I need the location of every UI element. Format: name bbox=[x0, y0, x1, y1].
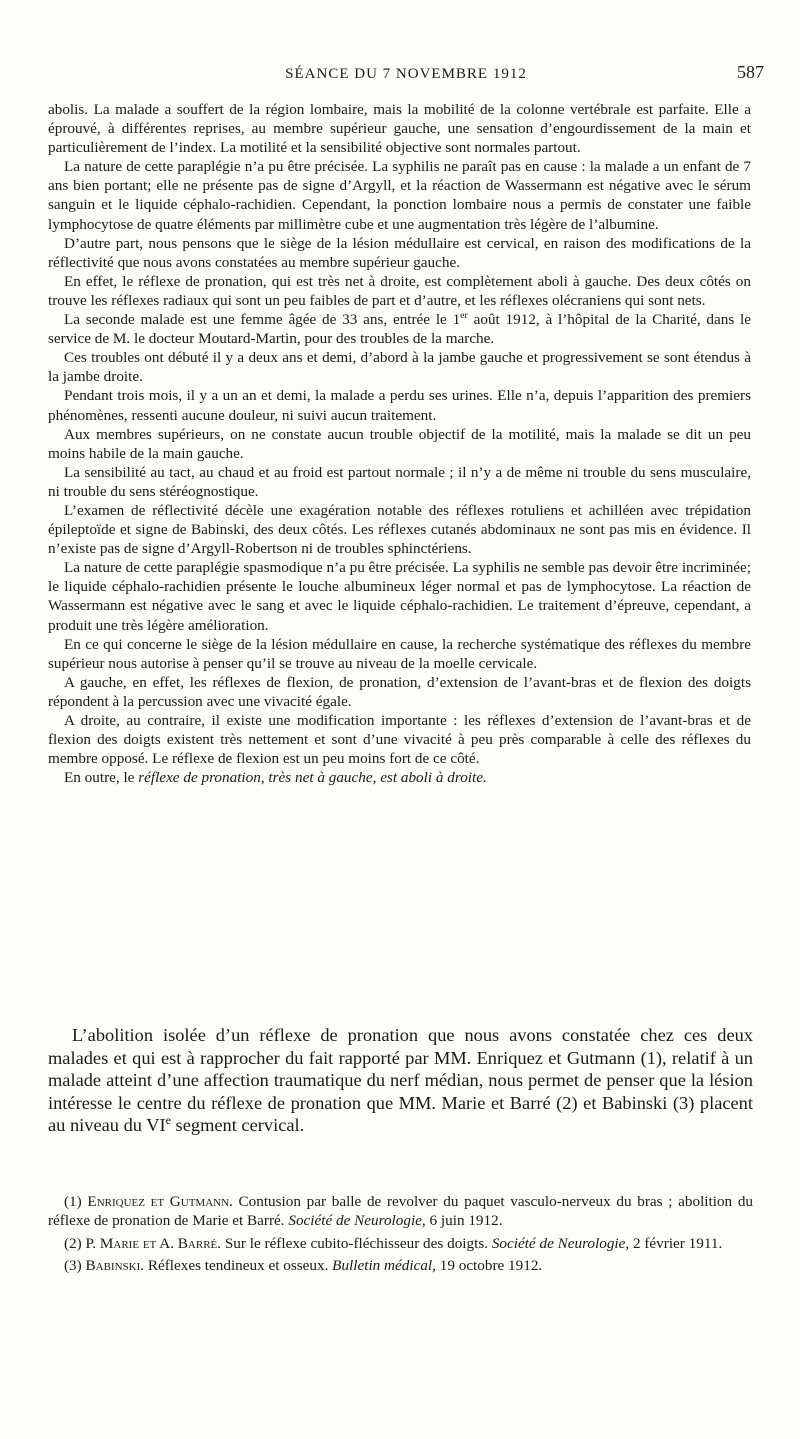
footnote-text: Réflexes tendineux et osseux. bbox=[144, 1257, 333, 1275]
paragraph-4: En effet, le réflexe de pronation, qui est très net à droite, est complètement aboli à gauche. Des deux côtés on trouve les réflexes radiaux qui sont un peu faibles de part et d’autre, et les réflexes olécraniens qui sont nets. bbox=[48, 272, 751, 309]
footnote-3 bbox=[48, 1256, 753, 1275]
paragraph-5 bbox=[48, 310, 751, 348]
paragraph-14: A droite, au contraire, il existe une modification importante : les réflexes d’extension de l’avant-bras et de flexion des doigts existent très nettement et sont d’une vivacité à peu près comparable à celle des réflexes du membre opposé. Le réflexe de flexion est un peu moins fort de ce côté. bbox=[48, 712, 751, 768]
footnote-authors: P. Marie et A. Barré. bbox=[85, 1234, 222, 1252]
running-title: SÉANCE DU 7 NOVEMBRE 1912 bbox=[285, 66, 527, 82]
paragraph-9: La sensibilité au tact, au chaud et au froid est partout normale ; il n’y a de même ni trouble du sens musculaire, ni trouble du sens stéréognostique. bbox=[48, 463, 751, 500]
paragraph-3: D’autre part, nous pensons que le siège de la lésion médullaire est cervical, en raison des modifications de la réflectivité que nous avons constatées au membre supérieur gauche. bbox=[48, 234, 751, 271]
footnote-date: 6 juin 1912. bbox=[425, 1212, 503, 1230]
conclusion-end: segment cervical. bbox=[170, 1115, 305, 1136]
footnote-authors: Babinski. bbox=[85, 1257, 145, 1275]
paragraph-2: La nature de cette paraplégie n’a pu être précisée. La syphilis ne paraît pas en cause : la malade a un enfant de 7 ans bien portant; elle ne présente pas de signe d’Argyll, et la réaction de Wassermann est négative avec le sérum sanguin et le liquide céphalo-rachidien. Cependant, la ponction lombaire nous a permis de constater une faible lymphocytose de quatre éléments par millimètre cube et une augmentation très légère de l’albumine. bbox=[48, 158, 751, 233]
footnote-marker: (2) bbox=[64, 1234, 82, 1252]
paragraph-10: L’examen de réflectivité décèle une exagération notable des réflexes rotuliens et achilléen avec trépidation épileptoïde et signe de Babinski, des deux côtés. Les réflexes cutanés abdominaux ne sont pas mis en évidence. Il n’existe pas de signe d’Argyll-Robertson ni de troubles sphinctériens. bbox=[48, 501, 751, 558]
case-report-text bbox=[48, 100, 751, 787]
paragraph-5-end: août 1912, à l’hôpital de la Charité, dans le service de M. le docteur Moutard-Martin, pour des troubles de la marche. bbox=[48, 311, 751, 348]
footnote-journal: Bulletin médical, bbox=[332, 1257, 436, 1275]
paragraph-6: Ces troubles ont débuté il y a deux ans et demi, d’abord à la jambe gauche et progressivement se sont étendus à la jambe droite. bbox=[48, 349, 751, 386]
footnote-1 bbox=[48, 1192, 753, 1231]
paragraph-15 bbox=[48, 768, 751, 787]
paragraph-7: Pendant trois mois, il y a un an et demi, la malade a perdu ses urines. Elle n’a, depuis l’apparition des premiers phénomènes, ressenti aucune douleur, ni suivi aucun traitement. bbox=[48, 387, 751, 424]
footnote-date: 2 février 1911. bbox=[629, 1234, 723, 1252]
paragraph-15-start: En outre, le bbox=[64, 769, 139, 787]
paragraph-5-start: La seconde malade est une femme âgée de 33 ans, entrée le 1 bbox=[64, 311, 461, 329]
ordinal-superscript: er bbox=[460, 309, 468, 321]
running-head bbox=[48, 62, 764, 90]
footnote-text: Sur le réflexe cubito-fléchisseur des doigts. bbox=[221, 1234, 492, 1252]
footnote-journal: Société de Neurologie, bbox=[288, 1212, 426, 1230]
footnote-marker: (1) bbox=[64, 1193, 82, 1210]
paragraph-8: Aux membres supérieurs, on ne constate aucun trouble objectif de la motilité, mais la malade se dit un peu moins habile de la main gauche. bbox=[48, 425, 751, 462]
footnote-marker: (3) bbox=[64, 1257, 82, 1275]
paragraph-15-italic: réflexe de pronation, très net à gauche, est aboli à droite. bbox=[138, 769, 487, 787]
paragraph-1: abolis. La malade a souffert de la région lombaire, mais la mobilité de la colonne vertébrale est parfaite. Elle a éprouvé, à différentes reprises, au membre supérieur gauche, une sensation d’engourdissement de la main et particulièrement de l’index. La motilité et la sensibilité objective sont normales partout. bbox=[48, 101, 751, 157]
conclusion-start: L’abolition isolée d’un réflexe de pronation que nous avons constatée chez ces deux malades et qui est à rapprocher du fait rapporté par MM. Enriquez et Gutmann (1), relatif à un malade atteint d’une affection traumatique du nerf médian, nous permet de penser que la lésion intéresse le centre du réflexe de pronation que MM. Marie et Barré (2) et Babinski (3) placent au niveau du VI bbox=[48, 1025, 753, 1136]
footnote-text: Contusion par balle de revolver du paquet vasculo-nerveux du bras ; abolition du réflexe de pronation de Marie et Barré. bbox=[48, 1193, 754, 1230]
footnote-journal: Société de Neurologie, bbox=[491, 1234, 630, 1252]
paragraph-13: A gauche, en effet, les réflexes de flexion, de pronation, d’extension de l’avant-bras et de flexion des doigts répondent à la percussion avec une vivacité égale. bbox=[48, 673, 751, 710]
footnotes bbox=[48, 1192, 753, 1279]
footnote-date: 19 octobre 1912. bbox=[435, 1257, 543, 1275]
paragraph-11: La nature de cette paraplégie spasmodique n’a pu être précisée. La syphilis ne semble pas devoir être incriminée; le liquide céphalo-rachidien présente le louche albumineux léger normal et pas de lymphocytose. La réaction de Wassermann est négative avec le sang et avec le liquide céphalo-rachidien. Le traitement d’épreuve, cependant, a produit une très légère amélioration. bbox=[48, 559, 751, 634]
conclusion-superscript: e bbox=[165, 1113, 171, 1128]
footnote-2 bbox=[48, 1234, 753, 1253]
paragraph-12: En ce qui concerne le siège de la lésion médullaire en cause, la recherche systématique des réflexes du membre supérieur nous autorise à penser qu’il se trouve au niveau de la moelle cervicale. bbox=[48, 635, 751, 672]
conclusion-paragraph bbox=[48, 1024, 753, 1137]
page-number: 587 bbox=[737, 62, 764, 82]
footnote-authors: Enriquez et Gutmann. bbox=[87, 1193, 233, 1210]
